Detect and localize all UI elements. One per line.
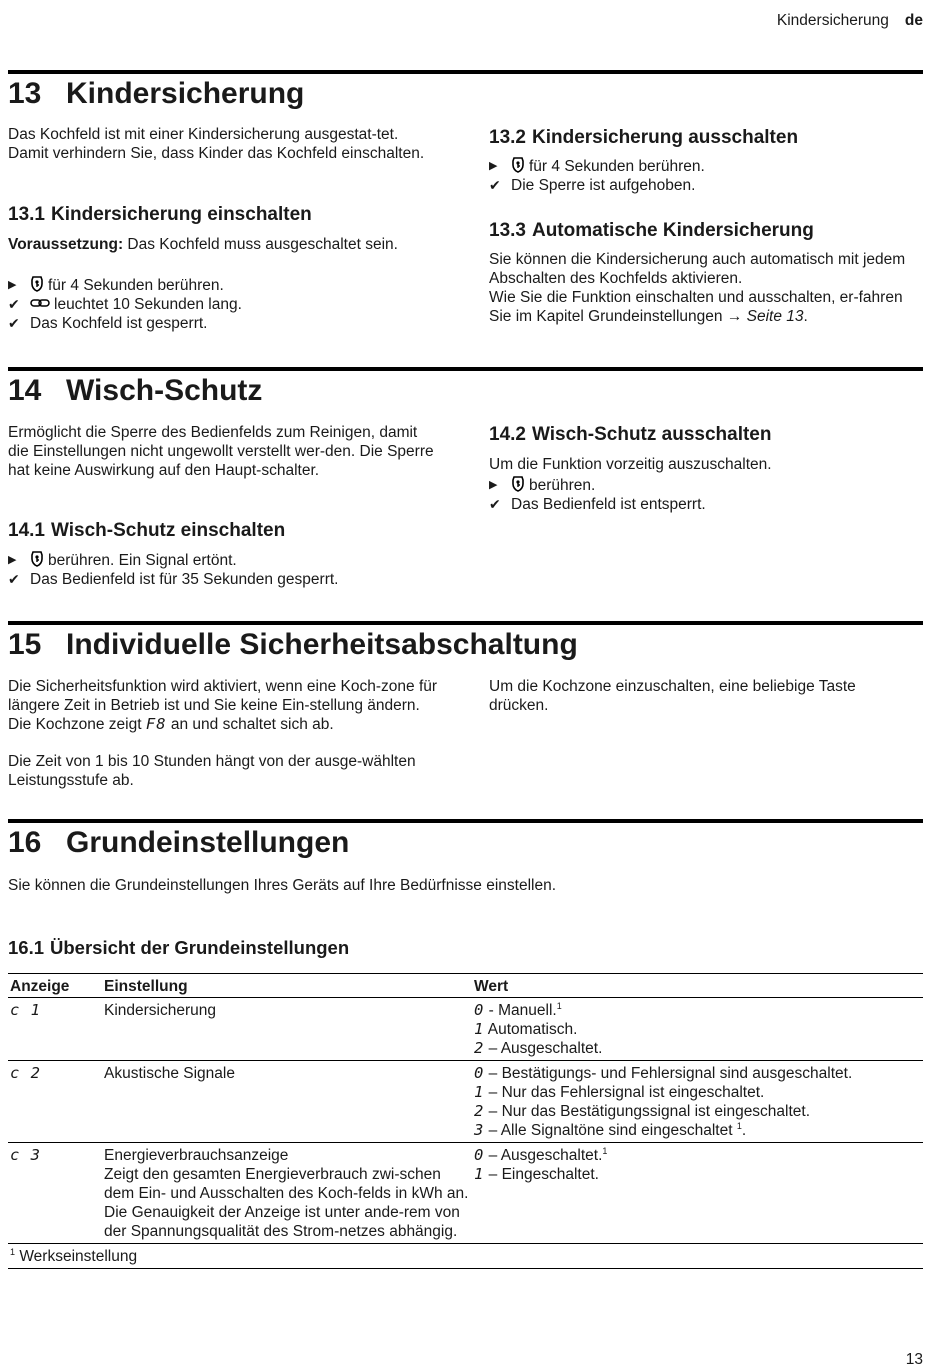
s15-p1: Die Sicherheitsfunktion wird aktiviert, wenn eine Koch-zone für längere Zeit in Betrieb ist und Sie keine Ein-stellung ändern. Die Kochzone zeigt F8 an und schaltet sich ab. <box>8 678 438 733</box>
table-row <box>8 1143 923 1244</box>
footnote: $^1$ Werkseinstellung <box>8 1244 923 1269</box>
table-row <box>8 1061 923 1143</box>
page-number: 13 <box>905 1351 923 1368</box>
s16-intro: Sie können die Grundeinstellungen Ihres Geräts auf Ihre Bedürfnisse einstellen. <box>8 877 557 894</box>
col-header-anzeige: Anzeige <box>8 974 102 998</box>
wipe-protection-icon <box>511 476 525 492</box>
action-step: ▶ für 4 Sekunden berühren. <box>489 158 705 175</box>
check-icon: ✔ <box>8 315 20 331</box>
s13-1-steps <box>8 276 438 333</box>
settings-table <box>8 973 923 1269</box>
s13-2-title: 13.2 Kindersicherung ausschalten <box>489 127 799 148</box>
child-lock-chain-icon <box>30 295 50 311</box>
setting-values: 0 - Manuell.$^1$ 1 Automatisch. 2 – Ausgeschaltet. <box>472 998 923 1061</box>
section-15-title: 15 Individuelle Sicherheitsabschaltung <box>8 628 578 661</box>
s14-1-title: 14.1 Wisch-Schutz einschalten <box>8 520 286 541</box>
setting-desc: Die Genauigkeit der Anzeige ist unter ande-rem von der Spannungsqualität des Strom-netzes abhängig. <box>104 1204 460 1240</box>
s14-2-steps <box>489 476 919 514</box>
s16-1-title: 16.1 Übersicht der Grundeinstellungen <box>8 937 350 958</box>
result-step: ✔ Die Sperre ist aufgehoben. <box>489 177 696 194</box>
display-code: c 2 <box>10 1064 41 1082</box>
child-lock-key-icon <box>30 276 44 292</box>
s13-2-steps <box>489 157 919 195</box>
s14-2-title: 14.2 Wisch-Schutz ausschalten <box>489 424 772 445</box>
setting-name: Kindersicherung <box>104 1002 217 1019</box>
section-13-title: 13 Kindersicherung <box>8 77 305 110</box>
result-step: ✔ Das Bedienfeld ist für 35 Sekunden gesperrt. <box>8 571 339 588</box>
action-step: ▶ berühren. Ein Signal ertönt. <box>8 552 237 569</box>
s14-2-p1: Um die Funktion vorzeitig auszuschalten. <box>489 456 772 473</box>
table-footnote-row <box>8 1244 923 1269</box>
s15-p3: Um die Kochzone einzuschalten, eine beliebige Taste drücken. <box>489 678 856 714</box>
col-header-einstellung: Einstellung <box>102 974 472 998</box>
s13-3-p2: Wie Sie die Funktion einschalten und ausschalten, er-fahren Sie im Kapitel Grundeinstellungen → Seite 13. <box>489 289 903 325</box>
section-rule <box>8 367 923 371</box>
check-icon: ✔ <box>8 296 20 312</box>
setting-cell <box>102 1143 472 1244</box>
section-rule <box>8 70 923 74</box>
s13-1-prereq: Voraussetzung: Das Kochfeld muss ausgeschaltet sein. <box>8 236 398 253</box>
section-rule <box>8 819 923 823</box>
check-icon: ✔ <box>489 177 501 193</box>
result-step: ✔ leuchtet 10 Sekunden lang. <box>8 296 242 313</box>
header-section: Kindersicherung <box>776 12 889 29</box>
setting-desc: Zeigt den gesamten Energieverbrauch zwi-schen dem Ein- und Ausschalten des Koch-felds in kWh an. <box>104 1166 469 1202</box>
action-arrow-icon: ▶ <box>489 160 498 172</box>
setting-name: Akustische Signale <box>104 1065 235 1082</box>
table-row <box>8 998 923 1061</box>
action-arrow-icon: ▶ <box>8 554 17 566</box>
s15-p2: Die Zeit von 1 bis 10 Stunden hängt von der ausge-wählten Leistungsstufe ab. <box>8 753 416 789</box>
setting-name: Energieverbrauchsanzeige <box>104 1147 289 1164</box>
section-14-title: 14 Wisch-Schutz <box>8 374 263 407</box>
setting-values: 0 – Bestätigungs- und Fehlersignal sind ausgeschaltet. 1 – Nur das Fehlersignal ist eingeschaltet. 2 – Nur das Bestätigungssignal ist eingeschaltet. 3 – Alle Signaltöne sind eingeschaltet $^1$. <box>472 1061 923 1143</box>
check-icon: ✔ <box>8 571 20 587</box>
section-rule <box>8 621 923 625</box>
s14-intro: Ermöglicht die Sperre des Bedienfelds zum Reinigen, damit die Einstellungen nicht ungewollt verstellt wer-den. Die Sperre hat keine Auswirkung auf den Haupt-schalter. <box>8 424 434 479</box>
section-16-title: 16 Grundeinstellungen <box>8 826 350 859</box>
s13-intro: Das Kochfeld ist mit einer Kindersicherung ausgestat-tet. Damit verhindern Sie, dass Kinder das Kochfeld einschalten. <box>8 126 425 162</box>
s13-1-title: 13.1 Kindersicherung einschalten <box>8 204 312 225</box>
result-step: ✔ Das Bedienfeld ist entsperrt. <box>489 496 706 513</box>
action-arrow-icon: ▶ <box>8 279 17 291</box>
result-step: ✔ Das Kochfeld ist gesperrt. <box>8 315 208 332</box>
table-header-row <box>8 974 923 998</box>
child-lock-key-icon <box>511 157 525 173</box>
header-lang: de <box>904 12 923 29</box>
page-link[interactable]: Seite 13 <box>746 308 804 325</box>
check-icon: ✔ <box>489 496 501 512</box>
action-step: ▶ für 4 Sekunden berühren. <box>8 277 224 294</box>
col-header-wert: Wert <box>472 974 923 998</box>
action-arrow-icon: ▶ <box>489 479 498 491</box>
display-code: c 1 <box>10 1001 41 1019</box>
action-step: ▶ berühren. <box>489 477 596 494</box>
s14-1-steps <box>8 551 438 589</box>
page-header <box>777 11 923 30</box>
setting-values: 0 – Ausgeschaltet.$^1$ 1 – Eingeschaltet. <box>472 1143 923 1244</box>
child-lock-key-icon <box>30 551 44 567</box>
s13-3-p1: Sie können die Kindersicherung auch automatisch mit jedem Abschalten des Kochfelds aktivieren. <box>489 251 906 287</box>
s13-3-title: 13.3 Automatische Kindersicherung <box>489 220 814 241</box>
display-code: c 3 <box>10 1146 41 1164</box>
